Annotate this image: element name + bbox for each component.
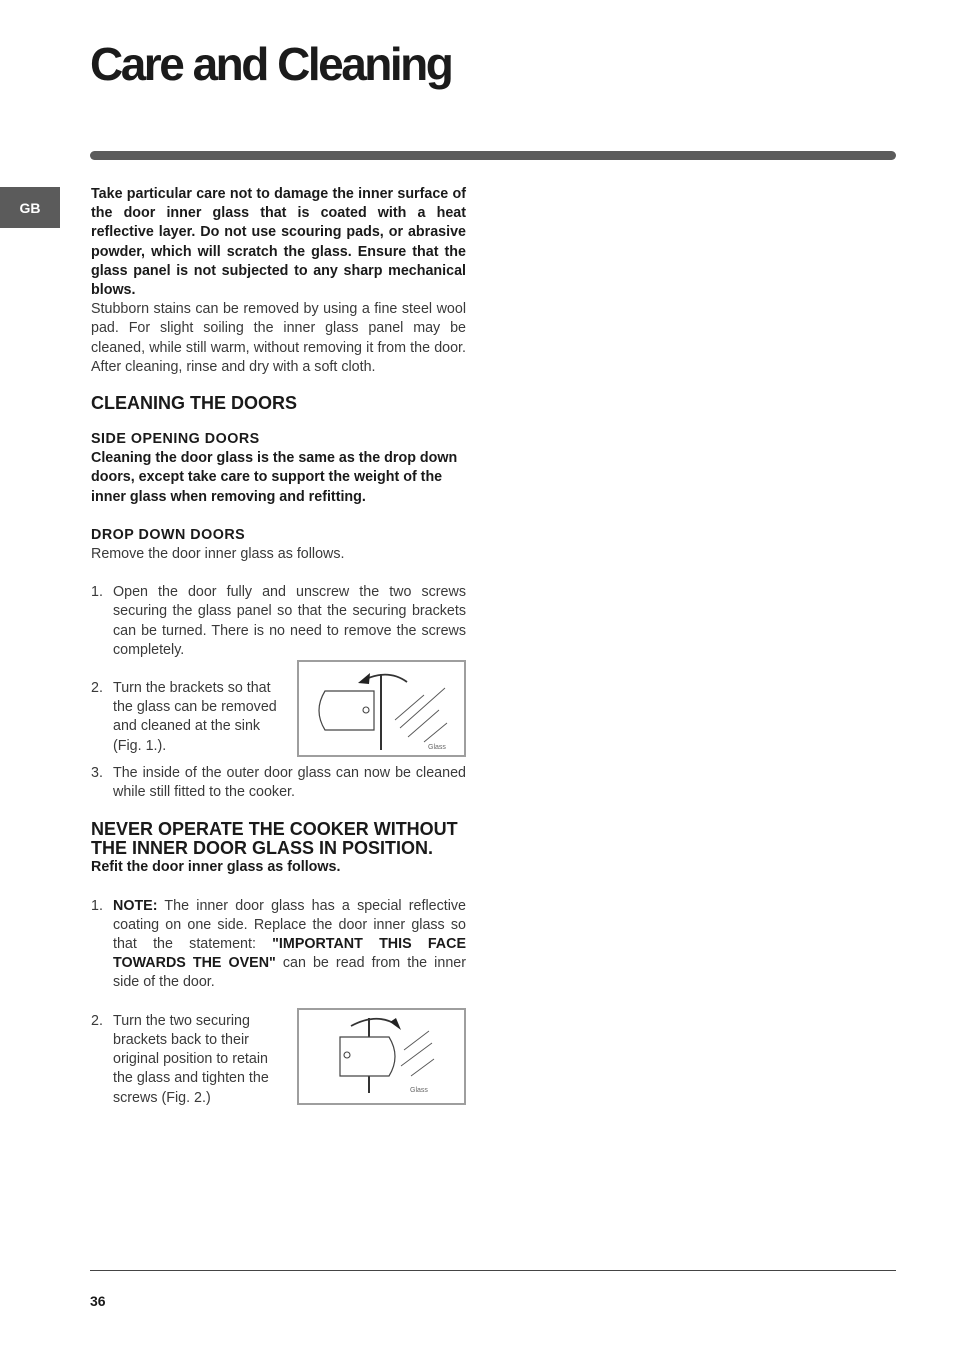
page-number: 36 bbox=[90, 1293, 106, 1309]
statement-text: "IMPORTANT THIS FACE TOWARDS THE OVEN" bbox=[113, 936, 466, 972]
drop-down-heading: DROP DOWN DOORS bbox=[91, 526, 246, 543]
step-text: Turn the brackets so that the glass can be removed and cleaned at the sink (Fig. 1.). bbox=[113, 680, 277, 754]
footer-divider bbox=[90, 1270, 896, 1271]
figure-1 bbox=[297, 660, 466, 757]
figure-2 bbox=[297, 1008, 466, 1105]
remove-step-2 bbox=[91, 679, 281, 756]
warning-heading: NEVER OPERATE THE COOKER WITHOUT THE INNER DOOR GLASS IN POSITION. bbox=[91, 819, 458, 859]
intro-warning-text: Take particular care not to damage the inner surface of the door inner glass that is coated with a heat reflective layer. Do not use scouring pads, or abrasive powder, which will scratch the glass. Ensure that the glass panel is not subjected to any sharp mechanical blows. bbox=[91, 186, 466, 299]
intro-body-text: Stubborn stains can be removed by using a fine steel wool pad. For slight soiling the inner glass panel may be cleaned, while still warm, without removing it from the door. After cleaning, rinse and dry with a soft cloth. bbox=[91, 301, 466, 375]
fig1-label: Glass bbox=[428, 744, 446, 752]
refit-step-2-row bbox=[91, 1012, 466, 1108]
refit-step-2 bbox=[91, 1012, 281, 1108]
step-number: 1. bbox=[91, 897, 103, 914]
bracket-diagram-1 bbox=[299, 662, 464, 755]
side-opening-heading: SIDE OPENING DOORS bbox=[91, 431, 260, 448]
remove-step-3 bbox=[91, 764, 466, 802]
step-text: Turn the two securing brackets back to their original position to retain the glass and tighten the screws (Fig. 2.) bbox=[113, 1012, 269, 1106]
step-text: Open the door fully and unscrew the two screws securing the glass panel so that the securing brackets can be turned. There is no need to remove the screws completely. bbox=[113, 584, 466, 658]
side-opening-text: Cleaning the door glass is the same as the drop down doors, except take care to support the weight of the inner glass when removing and refitting. bbox=[91, 450, 458, 505]
step-text bbox=[113, 897, 466, 993]
note-text-a: The inner door glass has a special reflective coating on one side. Replace the door inner glass so that the statement: bbox=[113, 897, 466, 953]
step-number: 2. bbox=[91, 1012, 103, 1029]
refit-intro: Refit the door inner glass as follows. bbox=[91, 859, 341, 876]
remove-step-1 bbox=[91, 583, 466, 660]
step-text: The inside of the outer door glass can now be cleaned while still fitted to the cooker. bbox=[113, 765, 466, 801]
cleaning-doors-heading: CLEANING THE DOORS bbox=[91, 393, 298, 414]
step-number: 3. bbox=[91, 765, 103, 782]
content-column bbox=[91, 185, 466, 1108]
fig2-label: Glass bbox=[410, 1086, 428, 1094]
page-title: Care and Cleaning bbox=[90, 38, 452, 90]
title-divider bbox=[90, 151, 896, 160]
language-tab: GB bbox=[0, 187, 60, 228]
refit-step-1 bbox=[91, 897, 466, 993]
remove-step-2-row bbox=[91, 679, 466, 757]
bracket-diagram-2 bbox=[299, 1010, 464, 1103]
step-number: 1. bbox=[91, 584, 103, 601]
note-text-b: can be read from the inner side of the door. bbox=[113, 955, 466, 991]
drop-down-intro: Remove the door inner glass as follows. bbox=[91, 546, 345, 563]
step-number: 2. bbox=[91, 680, 103, 697]
note-label: NOTE: bbox=[113, 897, 158, 914]
